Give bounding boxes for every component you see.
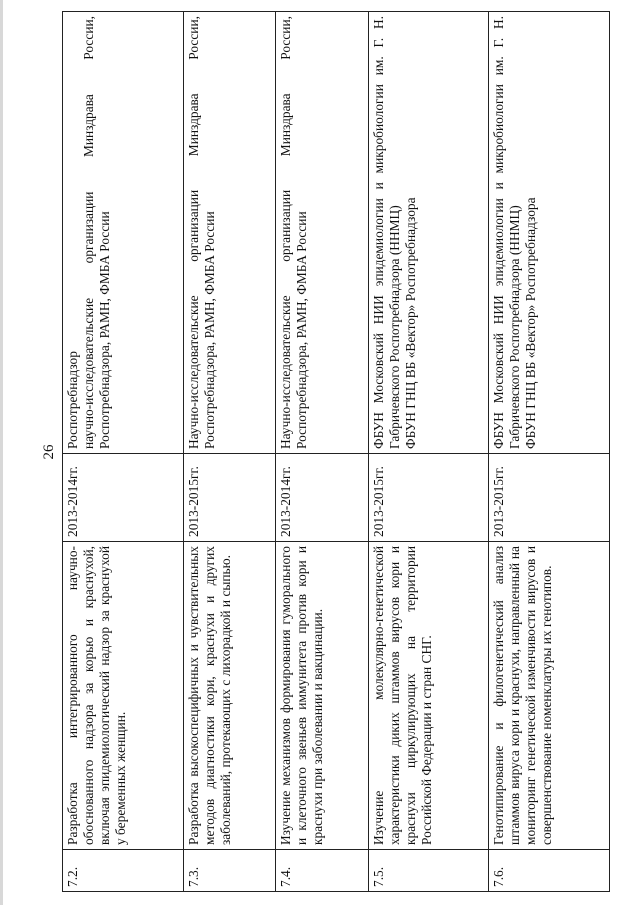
row-number: 7.4. xyxy=(276,850,369,892)
executor-line: Роспотребнадзор xyxy=(65,351,80,449)
row-number: 7.2. xyxy=(63,850,184,892)
measure-period: 2013-2015гг. xyxy=(183,454,276,542)
measure-title: Изучение механизмов формирования гуморального и клеточного звеньев иммунитета против кори и краснухи при заболевании и вакцинации. xyxy=(276,542,369,850)
table-row xyxy=(63,12,184,892)
row-number: 7.3. xyxy=(183,850,276,892)
row-number: 7.6. xyxy=(489,850,610,892)
table-row xyxy=(489,12,610,892)
measure-period: 2013-2015гг. xyxy=(368,454,489,542)
executor-line: ФБУН ГНЦ ВБ «Вектор» Роспотребнадзора xyxy=(523,197,539,449)
row-number: 7.5. xyxy=(368,850,489,892)
measure-executors xyxy=(276,12,369,454)
measure-title: Разработка высокоспецифичных и чувствительных методов диагностики кори, краснухи и других заболеваний, протекающих с лихорадкой и сыпью. xyxy=(183,542,276,850)
table-row xyxy=(276,12,369,892)
page-number: 26 xyxy=(41,444,57,460)
executor-line: ФБУН Московский НИИ эпидемиологии и микробиологии им. Г. Н. Габричевского Роспотребнадзора (ННМЦ) xyxy=(491,16,523,449)
measure-period: 2013-2015гг. xyxy=(489,454,610,542)
measure-period: 2013-2014гг. xyxy=(276,454,369,542)
rotated-content xyxy=(40,12,610,892)
measure-title: Генотипирование и филогенетический анализ штаммов вируса кори и краснухи, направленный на мониторинг генетической изменчивости вирусов и совершенствование номенклатуры их генотипов. xyxy=(489,542,610,850)
table-row xyxy=(368,12,489,892)
measures-table xyxy=(62,11,610,892)
measure-executors xyxy=(368,12,489,454)
executor-line: ФБУН Московский НИИ эпидемиологии и микробиологии им. Г. Н. Габричевского Роспотребнадзора (ННМЦ) xyxy=(370,16,402,449)
executor-line: научно-исследовательские организации Минздрава России, Роспотребнадзора, РАМН, ФМБА России xyxy=(81,16,112,449)
measure-executors xyxy=(489,12,610,454)
measure-title: Изучение молекулярно-генетической характеристики диких штаммов вирусов кори и краснухи циркулирующих на территории Российской Федерации и стран СНГ. xyxy=(368,542,489,850)
measure-title: Разработка интегрированного научно-обоснованного надзора за корью и краснухой, включая эпидемиологический надзор за краснухой у беременных женщин. xyxy=(63,542,184,850)
executor-line: Научно-исследовательские организации Минздрава России, Роспотребнадзора, РАМН, ФМБА России xyxy=(278,16,310,449)
executor-line: Научно-исследовательские организации Минздрава России, Роспотребнадзора, РАМН, ФМБА России xyxy=(185,16,217,449)
executor-line: ФБУН ГНЦ ВБ «Вектор» Роспотребнадзора xyxy=(402,197,418,449)
measure-period: 2013-2014гг. xyxy=(63,454,184,542)
measure-executors xyxy=(63,12,184,454)
table-row xyxy=(183,12,276,892)
measure-executors xyxy=(183,12,276,454)
scan-edge-shadow xyxy=(0,0,3,905)
